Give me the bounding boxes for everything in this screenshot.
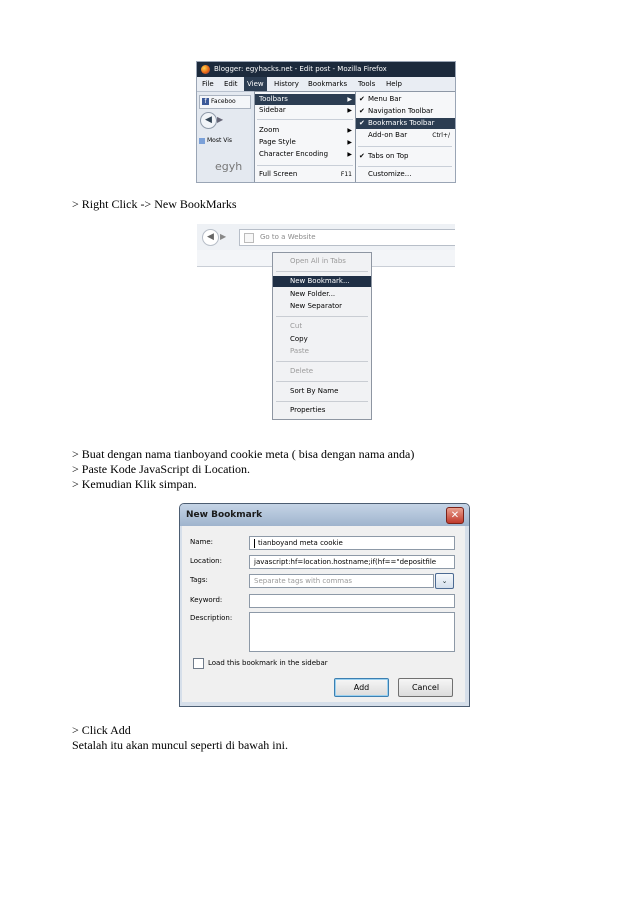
submenu-arrow-icon: ▶ [347,151,352,158]
facebook-icon: f [202,98,209,105]
menu-separator [276,361,368,362]
chevron-down-icon[interactable]: ⌄ [435,573,454,589]
dialog-title: New Bookmark [186,510,263,520]
keyword-field[interactable] [249,594,455,608]
menu-help[interactable]: Help [386,80,402,88]
toolbars-submenu [355,91,456,183]
browser-tab[interactable] [199,95,251,109]
ctx-sort-by-name[interactable]: Sort By Name [290,387,339,395]
ctx-cut: Cut [290,322,303,330]
instruction-save: > Kemudian Klik simpan. [72,477,197,491]
location-label: Location: [190,557,222,565]
ctx-copy[interactable]: Copy [290,335,308,343]
shortcut-label: Ctrl+/ [432,132,450,139]
menu-tools[interactable]: Tools [358,80,376,88]
forward-arrow-icon[interactable]: ▶ [220,232,227,241]
ctx-open-all-in-tabs: Open All in Tabs [290,257,346,265]
menu-file[interactable]: File [202,80,214,88]
view-menu-zoom[interactable]: Zoom ▶ [259,126,352,134]
view-menu-full-screen[interactable]: Full Screen F11 [259,170,352,178]
checkmark-icon: ✔ [359,95,365,103]
ctx-properties[interactable]: Properties [290,406,326,414]
instruction-click-add: > Click Add [72,723,131,737]
name-field[interactable] [249,536,455,550]
browser-background [197,92,251,182]
ctx-new-separator[interactable]: New Separator [290,302,343,310]
checkmark-icon: ✔ [359,119,365,127]
keyword-label: Keyword: [190,596,223,604]
url-bar[interactable] [239,229,455,246]
bookmark-context-menu-screenshot [197,224,455,420]
instruction-right-click: > Right Click -> New BookMarks [72,197,237,211]
toolbars-add-on-bar[interactable]: Add-on Bar Ctrl+/ [368,131,450,139]
menu-separator [276,401,368,402]
menu-separator [276,271,368,272]
tags-placeholder: Separate tags with commas [254,577,353,585]
location-value: javascript:hf=location.hostname;if(hf=="depositfile [254,558,437,566]
description-field[interactable] [249,612,455,652]
menu-view[interactable]: View [244,77,267,91]
menu-bar [197,77,455,92]
menu-separator [257,165,353,166]
view-menu [254,91,357,183]
submenu-arrow-icon: ▶ [347,127,352,134]
name-value: tianboyand meta cookie [258,539,343,547]
forward-arrow-icon[interactable]: ▶ [217,115,224,124]
bookmark-icon [199,138,205,144]
tab-label: Faceboo [211,98,236,105]
toolbars-bookmarks-toolbar[interactable]: ✔ Bookmarks Toolbar [356,118,455,129]
toolbars-customize[interactable]: Customize... [368,170,412,178]
name-label: Name: [190,538,214,546]
menu-separator [257,119,353,120]
text-cursor [254,539,255,548]
toolbars-tabs-on-top[interactable]: ✔ Tabs on Top [359,152,409,160]
tags-field[interactable] [249,574,434,588]
ctx-paste: Paste [290,347,309,355]
location-field[interactable] [249,555,455,569]
page-favicon-icon [244,233,254,243]
menu-separator [276,381,368,382]
checkmark-icon: ✔ [359,152,365,160]
toolbars-menu-bar[interactable]: ✔ Menu Bar [359,95,402,103]
submenu-arrow-icon: ▶ [347,139,352,146]
menu-bookmarks[interactable]: Bookmarks [308,80,348,88]
ctx-new-folder[interactable]: New Folder... [290,290,336,298]
view-menu-toolbars[interactable]: Toolbars ▶ [255,94,356,105]
add-button[interactable]: Add [334,678,389,697]
back-arrow-icon[interactable]: ◀ [202,229,219,246]
ctx-delete: Delete [290,367,313,375]
window-titlebar [197,62,455,77]
dialog-titlebar [180,504,469,526]
firefox-logo-icon [201,65,210,74]
instruction-result: Setalah itu akan muncul seperti di bawah ini. [72,738,288,752]
instruction-paste: > Paste Kode JavaScript di Location. [72,462,251,476]
page-text: egyh [215,160,243,173]
checkmark-icon: ✔ [359,107,365,115]
close-icon[interactable]: ✕ [446,507,464,524]
view-menu-character-encoding[interactable]: Character Encoding ▶ [259,150,352,158]
load-in-sidebar-label: Load this bookmark in the sidebar [208,659,328,667]
submenu-arrow-icon: ▶ [347,96,352,103]
new-bookmark-dialog-screenshot [179,503,470,707]
menu-separator [276,316,368,317]
toolbars-navigation-toolbar[interactable]: ✔ Navigation Toolbar [359,107,434,115]
menu-history[interactable]: History [274,80,299,88]
view-menu-sidebar[interactable]: Sidebar ▶ [259,106,352,114]
instruction-name: > Buat dengan nama tianboyand cookie meta ( bisa dengan nama anda) [72,447,415,461]
submenu-arrow-icon: ▶ [347,107,352,114]
description-label: Description: [190,614,233,622]
url-placeholder: Go to a Website [260,233,316,241]
most-visited-bookmark[interactable] [199,137,232,144]
bookmarks-context-menu [272,252,372,420]
cancel-button[interactable]: Cancel [398,678,453,697]
load-in-sidebar-checkbox[interactable] [193,658,204,669]
window-title: Blogger: egyhacks.net - Edit post - Mozilla Firefox [214,65,387,73]
view-menu-page-style[interactable]: Page Style ▶ [259,138,352,146]
dialog-body [182,526,465,702]
most-visited-label: Most Vis [207,137,232,144]
tags-label: Tags: [190,576,208,584]
back-arrow-icon[interactable]: ◀ [200,112,217,129]
firefox-view-menu-screenshot [196,61,456,183]
menu-separator [358,146,452,147]
menu-edit[interactable]: Edit [224,80,238,88]
ctx-new-bookmark[interactable]: New Bookmark... [273,276,371,287]
menu-separator [358,166,452,167]
shortcut-label: F11 [340,171,352,178]
navigation-toolbar [197,224,455,250]
